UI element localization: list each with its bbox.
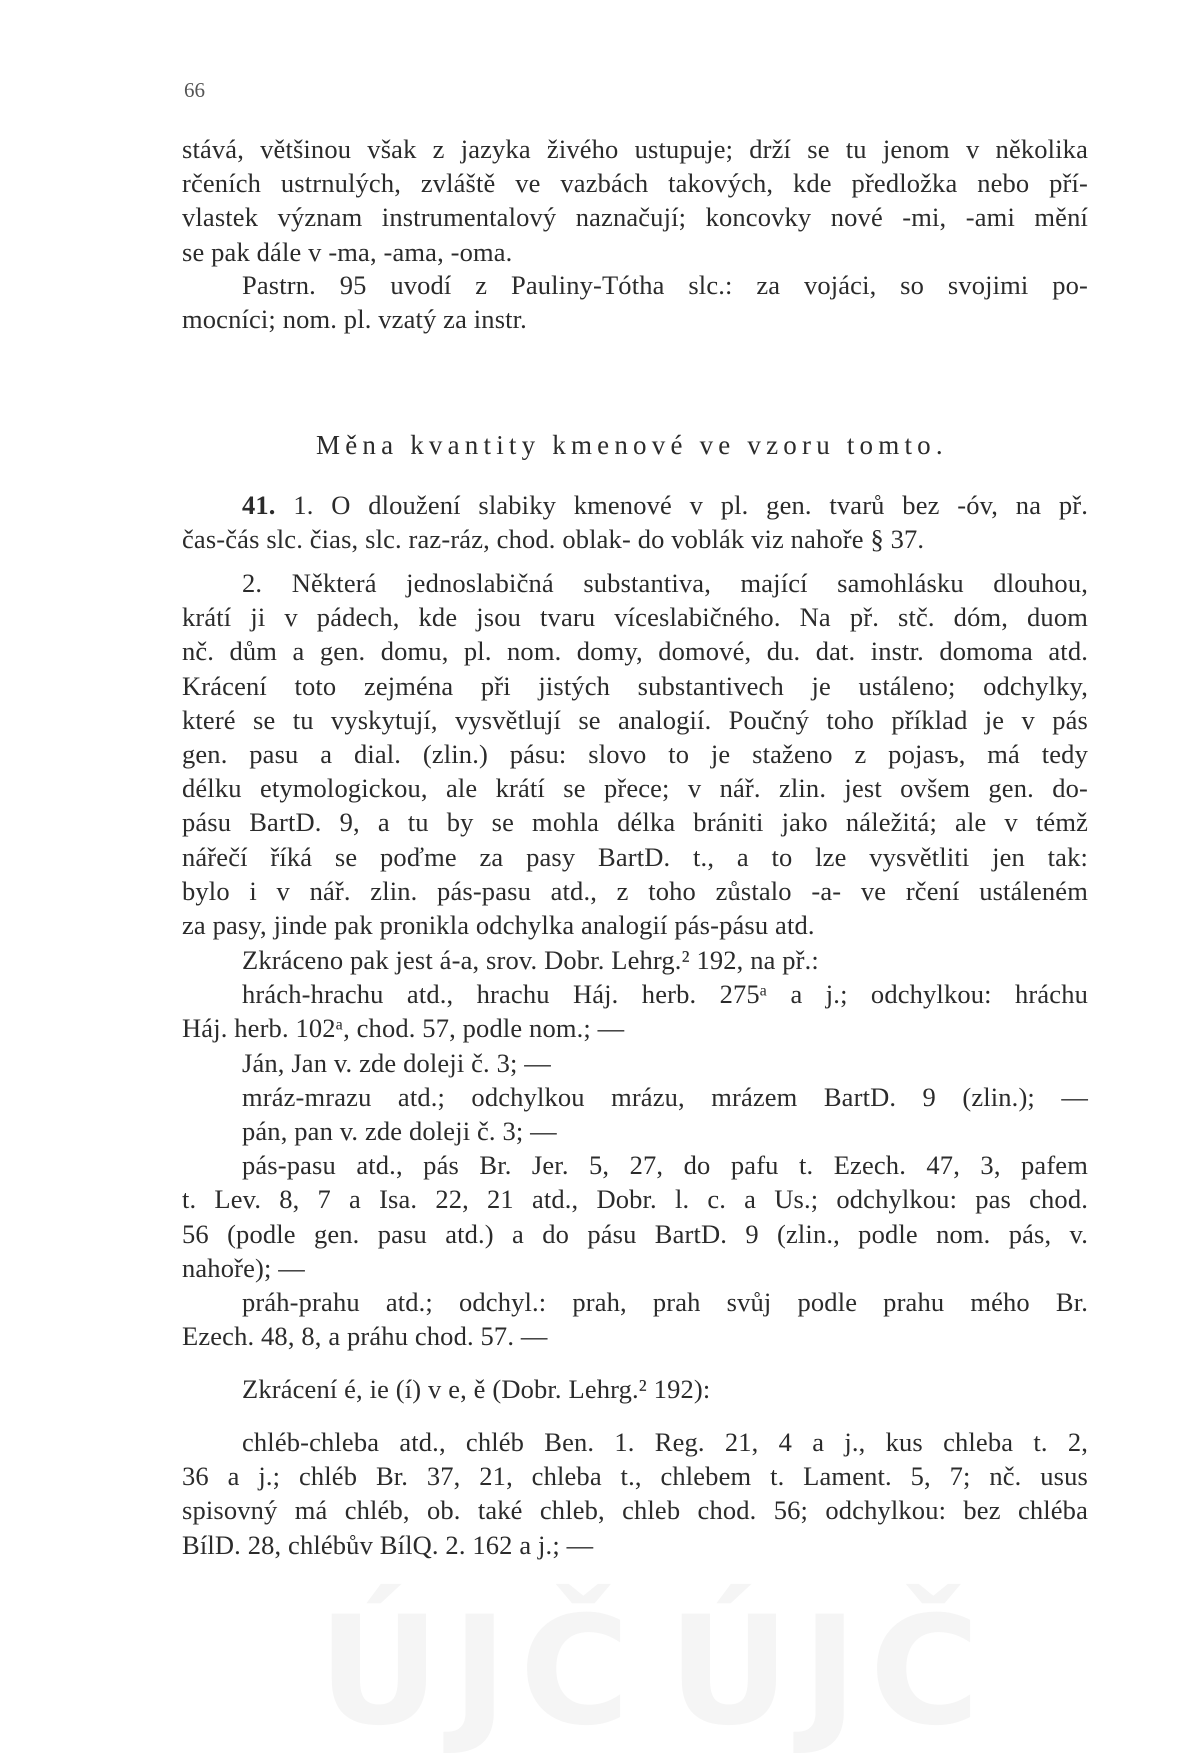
section-41: [182, 488, 1088, 556]
watermark-logo: ÚJČ: [668, 1585, 992, 1759]
text-line: Pastrn. 95 uvodí z Pauliny-Tótha slc.: za vojáci, so svojimi po-: [242, 270, 1088, 300]
text-line: 56 (podle gen. pasu atd.) a do pásu BartD. 9 (zlin., podle nom. pás, v.: [182, 1218, 1088, 1249]
text-line: čas-čás slc. čias, slc. raz-ráz, chod. oblak- do voblák viz nahoře § 37.: [182, 524, 925, 555]
text-line: nč. dům a gen. domu, pl. nom. domy, domové, du. dat. instr. domoma atd.: [182, 636, 1088, 667]
text-line: Ezech. 48, 8, a práhu chod. 57. —: [182, 1321, 548, 1352]
text-fragment: 1. O dloužení slabiky kmenové v pl. gen. tvarů bez -óv, na př.: [293, 490, 1088, 520]
section-number: 41.: [242, 490, 276, 520]
text-line: za pasy, jinde pak pronikla odchylka analogií pás-pásu atd.: [182, 910, 815, 941]
text-line: 2. Některá jednoslabičná substantiva, mající samohlásku dlouhou,: [242, 568, 1088, 598]
text-line: krátí ji v pádech, kde jsou tvaru víceslabičného. Na př. stč. dóm, duom: [182, 602, 1088, 633]
text-line: vlastek význam instrumentalový naznačují; koncovky nové -mi, -ami mění: [182, 202, 1088, 233]
text-line: mocníci; nom. pl. vzatý za instr.: [182, 304, 527, 335]
paragraph-zkraceno: [182, 943, 1088, 1353]
text-line: gen. pasu a dial. (zlin.) pásu: slovo to je staženo z pojasъ, má tedy: [182, 739, 1088, 770]
text-line: bylo i v nář. zlin. pás-pasu atd., z toho zůstalo -a- ve rčení ustáleném: [182, 875, 1088, 906]
paragraph-zkraceni: [182, 1372, 1088, 1406]
page-number: 66: [184, 78, 205, 102]
entry-hrach: hrách-hrachu atd., hrachu Háj. herb. 275ᵃ a j.; odchylkou: hráchu: [242, 979, 1088, 1010]
section-heading: Měna kvantity kmenové ve vzoru tomto.: [316, 430, 948, 460]
text-line: stává, většinou však z jazyka živého ustupuje; drží se tu jenom v několika: [182, 134, 1088, 164]
section-41-point-2: [182, 566, 1088, 942]
text-line: t. Lev. 8, 7 a Isa. 22, 21 atd., Dobr. l. c. a Us.; odchylkou: pas chod.: [182, 1184, 1088, 1215]
entry-pan: pán, pan v. zde doleji č. 3; —: [242, 1116, 557, 1147]
text-line: BílD. 28, chlébův BílQ. 2. 162 a j.; —: [182, 1529, 594, 1560]
text-line: nářečí říká se poďme za pasy BartD. t., a to lze vysvětliti jen tak:: [182, 841, 1088, 872]
text-line: nahoře); —: [182, 1252, 305, 1283]
text-line: se pak dále v -ma, -ama, -oma.: [182, 236, 513, 267]
text-line: Háj. herb. 102ᵃ, chod. 57, podle nom.; —: [182, 1013, 625, 1044]
entry-pas: pás-pasu atd., pás Br. Jer. 5, 27, do pafu t. Ezech. 47, 3, pafem: [242, 1150, 1088, 1181]
entry-jan: Ján, Jan v. zde doleji č. 3; —: [242, 1047, 551, 1078]
entry-chleb: chléb-chleba atd., chléb Ben. 1. Reg. 21, 4 a j., kus chleba t. 2,: [242, 1427, 1088, 1457]
text-line: pásu BartD. 9, a tu by se mohla délka brániti jako náležitá; ale v témž: [182, 807, 1088, 838]
text-line: Zkráceno pak jest á-a, srov. Dobr. Lehrg.² 192, na př.:: [242, 945, 819, 975]
text-line: které se tu vyskytují, vysvětlují se analogií. Poučný toho příklad je v pás: [182, 704, 1088, 735]
text-line: spisovný má chléb, ob. také chleb, chleb chod. 56; odchylkou: bez chléba: [182, 1495, 1088, 1526]
entry-prah: práh-prahu atd.; odchyl.: prah, prah svůj podle prahu mého Br.: [242, 1287, 1088, 1318]
entry-mraz: mráz-mrazu atd.; odchylkou mrázu, mrázem BartD. 9 (zlin.); —: [242, 1081, 1088, 1112]
watermark-logo: ÚJČ: [318, 1585, 642, 1759]
paragraph-pastrnek: [182, 268, 1088, 336]
text-line: [182, 488, 1088, 522]
text-line: délku etymologickou, ale krátí se přece; v nář. zlin. jest ovšem gen. do-: [182, 773, 1088, 804]
text-line: Krácení toto zejména při jistých substantivech je ustáleno; odchylky,: [182, 670, 1088, 701]
text-line: rčeních ustrnulých, zvláště ve vazbách takových, kde předložka nebo pří-: [182, 168, 1088, 199]
paragraph-continuation: [182, 132, 1088, 269]
text-line: Zkrácení é, ie (í) v e, ě (Dobr. Lehrg.² 192):: [242, 1374, 711, 1404]
entry-chleb-block: [182, 1425, 1088, 1562]
text-line: 36 a j.; chléb Br. 37, 21, chleba t., chlebem t. Lament. 5, 7; nč. usus: [182, 1461, 1088, 1492]
